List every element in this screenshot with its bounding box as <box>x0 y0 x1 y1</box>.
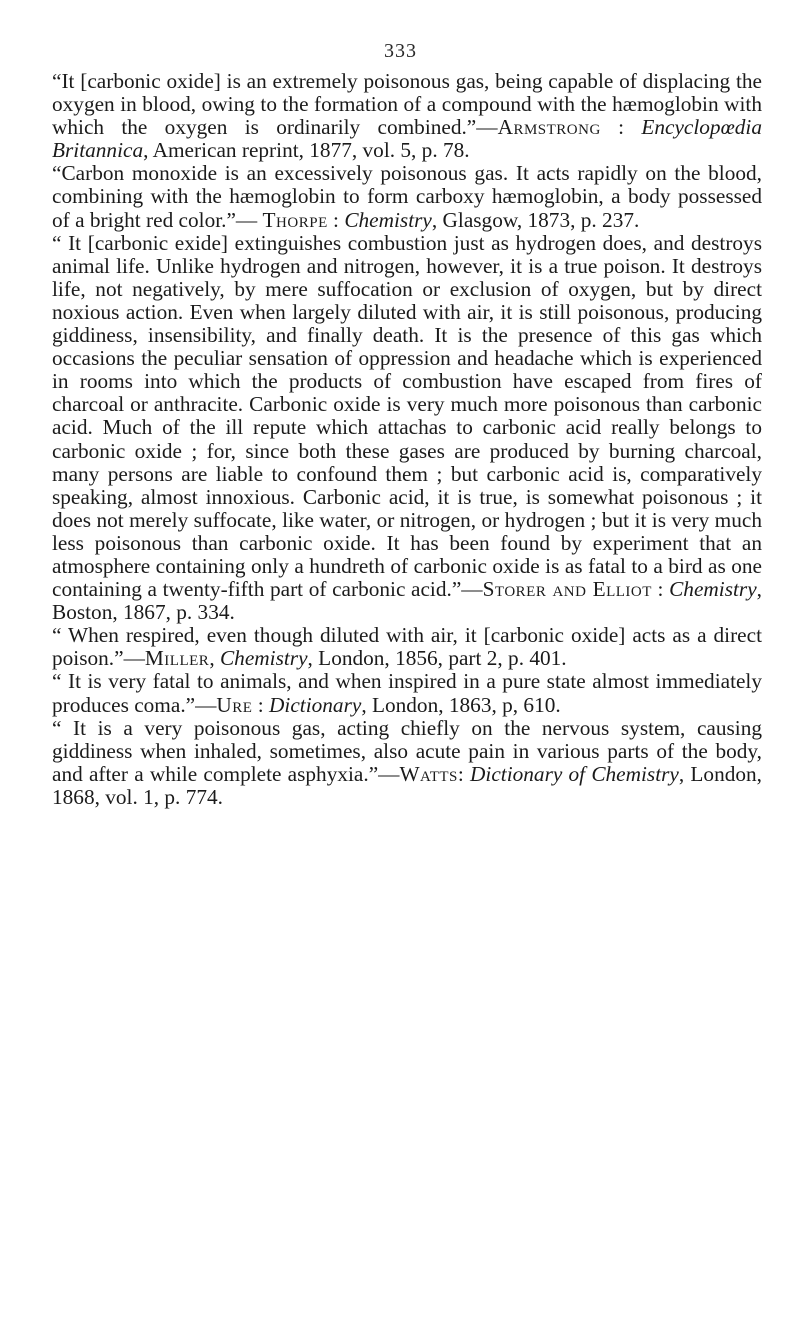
citation-title: Dictionary of Chemistry <box>470 761 679 786</box>
page-body <box>52 70 762 809</box>
citation-details: , Glasgow, 1873, p. 237. <box>431 207 640 232</box>
quote-text: “ It [carbonic exide] extinguishes combustion just as hydrogen does, and destroys animal life. Unlike hydrogen and nitrogen, however, it is a true poison. It destroys life, not negatively, by mere suffocation or exclusion of oxygen, but by direct noxious action. Even when largely diluted with air, it is still poisonous, producing giddiness, insensibility, and finally death. It is the presence of this gas which occasions the peculiar sensation of oppression and headache which is experienced in rooms into which the products of combustion have escaped from fires of charcoal or anthracite. Carbonic oxide is very much more poisonous than carbonic acid. Much of the ill repute which attachas to carbonic acid really belongs to carbonic oxide ; for, since both these gases are produced by burning charcoal, many persons are liable to confound them ; but carbonic acid is, comparatively speaking, almost innoxious. Carbonic acid, it is true, is somewhat poisonous ; it does not merely suffocate, like water, or nitrogen, or hydrogen ; but it is very much less poisonous than carbonic oxide. It has been found by experiment that an atmosphere containing only a hundreth of carbonic oxide is as fatal to a bird as one containing a twenty-fifth part of carbonic acid.”— <box>52 230 762 602</box>
quote-text: “ When respired, even though diluted with air, it [carbonic oxide] acts as a direct poison.”— <box>52 623 762 671</box>
citation-details: , Boston, 1867, p. 334. <box>52 577 762 625</box>
quote-author: Watts <box>399 761 458 786</box>
citation-details: , American reprint, 1877, vol. 5, p. 78. <box>143 138 470 163</box>
quote-text: “Carbon monoxide is an excessively poisonous gas. It acts rapidly on the blood, combining with the hæmoglobin to form carboxy hæmoglobin, a body possessed of a bright red color.”— <box>52 161 762 232</box>
quote-paragraph-watts <box>52 717 762 809</box>
quote-text: “It [carbonic oxide] is an extremely poisonous gas, being capable of displacing the oxygen in blood, owing to the formation of a compound with the hæmoglobin with which the oxygen is ordinarily combined.”— <box>52 69 762 140</box>
quote-author: Armstrong <box>497 115 601 140</box>
citation-separator: : <box>327 207 345 232</box>
quote-paragraph-miller <box>52 624 762 670</box>
quote-paragraph-armstrong <box>52 70 762 162</box>
citation-title: Dictionary <box>269 692 362 717</box>
citation-separator: : <box>651 577 670 602</box>
quote-text: “ It is a very poisonous gas, acting chiefly on the nervous system, causing giddiness when inhaled, sometimes, also acute pain in various parts of the body, and after a while complete asphyxia.”— <box>52 715 762 786</box>
quote-paragraph-ure <box>52 670 762 716</box>
citation-details: , London, 1856, part 2, p. 401. <box>307 646 567 671</box>
page-number: 333 <box>384 40 417 62</box>
citation-separator: : <box>252 692 270 717</box>
quote-paragraph-storer-elliot <box>52 232 762 625</box>
quote-author: Thorpe <box>262 207 328 232</box>
quote-author: Ure <box>216 692 253 717</box>
citation-separator: : <box>457 761 471 786</box>
citation-title: Chemistry <box>344 207 432 232</box>
citation-separator: : <box>600 115 642 140</box>
quote-author: Storer and Elliot <box>482 577 652 602</box>
citation-title: Chemistry <box>669 577 757 602</box>
citation-title: Chemistry <box>219 646 308 671</box>
citation-separator: , <box>209 646 220 671</box>
quote-paragraph-thorpe <box>52 162 762 231</box>
citation-details: , London, 1863, p, 610. <box>361 692 561 717</box>
quote-author: Miller <box>144 646 210 671</box>
citation-details: , London, 1868, vol. 1, p. 774. <box>52 761 762 809</box>
quote-text: “ It is very fatal to animals, and when inspired in a pure state almost immediately produces coma.”— <box>52 669 762 717</box>
citation-title: Encyclopœdia Britannica <box>52 115 762 163</box>
